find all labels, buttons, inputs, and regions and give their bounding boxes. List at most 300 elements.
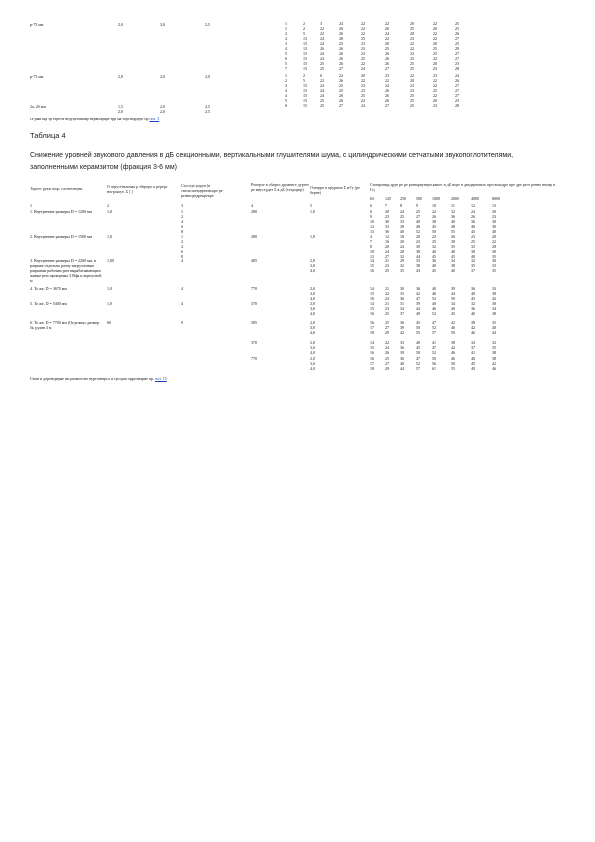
top-grid-1-cell: 6 (285, 56, 287, 61)
top-grid-2-cell: 26 (385, 98, 389, 103)
attenuation-value: 47 (432, 320, 436, 325)
column-number: 11 (451, 203, 455, 208)
attenuation-value: 22 (432, 234, 436, 239)
top-grid-1-cell: 25 (410, 61, 414, 66)
attenuation-value: 30 (385, 219, 389, 224)
attenuation-value: 36 (400, 320, 404, 325)
attenuation-value: 46 (492, 366, 496, 371)
attenuation-value: 14 (370, 301, 374, 306)
top-grid-1-cell: 4 (285, 46, 287, 51)
row-length: 1 2 4 6 8 (181, 209, 183, 234)
row-name: 5. То же, D = 5400 мм (30, 301, 67, 306)
attenuation-value: 40 (400, 361, 404, 366)
attenuation-value: 23 (385, 306, 389, 311)
attenuation-value: 34 (492, 306, 496, 311)
attenuation-value: 20 (385, 209, 389, 214)
top-grid-1-cell: 23 (455, 61, 459, 66)
top-grid-2-cell: 5 (285, 98, 287, 103)
row-flow: 1,0 (310, 234, 315, 239)
top-grid-2-cell: 27 (455, 88, 459, 93)
attenuation-value: 25 (385, 268, 389, 273)
top-grid-1-cell: 24 (320, 56, 324, 61)
attenuation-value: 30 (451, 239, 455, 244)
attenuation-value: 20 (385, 244, 389, 249)
top-grid-1-cell: 28 (455, 66, 459, 71)
attenuation-value: 46 (471, 330, 475, 335)
top-grid-2-cell: 23 (433, 103, 437, 108)
attenuation-value: 33 (385, 224, 389, 229)
row-perimeter: 405 (251, 258, 257, 263)
row-flow: 2,0 3,0 4,0 (310, 356, 315, 371)
top-grid-2-cell: 2 (303, 73, 305, 78)
top-grid-2-cell: 26 (385, 93, 389, 98)
row-name: 2. Внутренние размеры D = 1500 мм (30, 234, 93, 239)
row-flow: 1,0 (310, 209, 315, 214)
header-col-4: Роперле в обирес дровнеге дургее ре мвустрдет Σ в дБ (техрорер) (251, 182, 309, 192)
top-grid-1-cell: 5 (285, 61, 287, 66)
attenuation-value: 16 (370, 296, 374, 301)
top-row-2 (30, 74, 210, 79)
top-grid-1-cell: 22 (361, 26, 365, 31)
attenuation-value: 38 (492, 291, 496, 296)
footnote-top-link[interactable]: поз. 3 (149, 116, 160, 121)
attenuation-value: 21 (385, 258, 389, 263)
top-grid-2-cell: 25 (320, 98, 324, 103)
top-grid-1-cell: 1 (285, 26, 287, 31)
top-grid-2-cell: 25 (433, 88, 437, 93)
attenuation-value: 50 (432, 229, 436, 234)
top-grid-2-cell: 22 (385, 78, 389, 83)
attenuation-value: 24 (471, 209, 475, 214)
top-grid-2-cell: 28 (455, 103, 459, 108)
top-grid-2-cell: 6 (285, 103, 287, 108)
top-grid-2-cell: 25 (339, 83, 343, 88)
attenuation-value: 25 (471, 239, 475, 244)
attenuation-value: 32 (451, 209, 455, 214)
top-grid-1-cell: 24 (320, 51, 324, 56)
attenuation-value: 35 (492, 320, 496, 325)
attenuation-value: 40 (471, 291, 475, 296)
attenuation-value: 28 (400, 249, 404, 254)
attenuation-value: 47 (416, 356, 420, 361)
top-grid-1-cell: 26 (385, 61, 389, 66)
top-grid-1-cell: 29 (455, 46, 459, 51)
attenuation-value: 46 (451, 356, 455, 361)
attenuation-value: 27 (385, 254, 389, 259)
top-grid-2-cell: 23 (410, 88, 414, 93)
top-grid-2-cell: 27 (339, 103, 343, 108)
top-grid-1-cell: 5 (303, 31, 305, 36)
attenuation-value: 52 (432, 325, 436, 330)
attenuation-value: 29 (385, 330, 389, 335)
top-grid-1-cell: 26 (339, 56, 343, 61)
row-length: 1 2 4 6 8 (181, 234, 183, 259)
row-inlet-area: 1,0 (107, 301, 112, 306)
top-grid-1-cell: 2 (303, 26, 305, 31)
attenuation-value: 40 (492, 229, 496, 234)
attenuation-value: 30 (492, 258, 496, 263)
attenuation-value: 48 (416, 224, 420, 229)
column-number: 6 (370, 203, 372, 208)
top-grid-2-cell: 22 (320, 78, 324, 83)
top-row-2-c3: 2,0 (205, 74, 210, 79)
row-inlet-area: 1,0 (107, 209, 112, 214)
attenuation-value: 22 (385, 291, 389, 296)
top-grid-1-cell: 23 (361, 41, 365, 46)
attenuation-value: 35 (400, 268, 404, 273)
top-grid-1-cell: 27 (455, 56, 459, 61)
top-row-1-c2: 3,0 (160, 22, 165, 27)
attenuation-value: 12 (370, 224, 374, 229)
attenuation-value: 25 (432, 239, 436, 244)
top-grid-2-cell: 15 (303, 98, 307, 103)
row-perimeter: 280 (251, 209, 257, 214)
attenuation-value: 37 (400, 311, 404, 316)
top-grid-2-cell: 4 (285, 88, 287, 93)
column-number: 8 (400, 203, 402, 208)
attenuation-value: 42 (471, 325, 475, 330)
attenuation-value: 33 (471, 244, 475, 249)
top-grid-1-cell: 15 (303, 51, 307, 56)
top-grid-1-cell: 13 (303, 46, 307, 51)
attenuation-value: 40 (471, 356, 475, 361)
top-grid-2-cell: 25 (361, 93, 365, 98)
top-grid-1-cell: 27 (385, 66, 389, 71)
column-number: 1 (30, 203, 32, 208)
attenuation-value: 40 (471, 254, 475, 259)
attenuation-value: 20 (416, 234, 420, 239)
top-grid-2-cell: 25 (410, 93, 414, 98)
attenuation-value: 36 (471, 306, 475, 311)
attenuation-value: 36 (416, 286, 420, 291)
footnote-top-text: се рыв шр зр тересн ведуцеговыяр нервсыряре зрр ма зорснордерс пр (30, 116, 149, 121)
top-grid-2-cell: 15 (303, 103, 307, 108)
frequency-header: 1000 (432, 196, 440, 201)
top-grid-1-cell: 26 (339, 31, 343, 36)
attenuation-value: 47 (432, 345, 436, 350)
attenuation-value: 4 (370, 234, 372, 239)
attenuation-value: 36 (471, 286, 475, 291)
attenuation-value: 32 (471, 301, 475, 306)
top-grid-2-cell: 1 (285, 73, 287, 78)
top-grid-1-cell: 24 (320, 41, 324, 46)
top-grid-1-cell: 26 (385, 26, 389, 31)
attenuation-value: 49 (471, 366, 475, 371)
top-grid-1-cell: 26 (385, 56, 389, 61)
top-grid-1-cell: 26 (339, 46, 343, 51)
top-grid-2-cell: 23 (361, 88, 365, 93)
attenuation-value: 40 (400, 229, 404, 234)
attenuation-value: 25 (385, 311, 389, 316)
attenuation-value: 36 (400, 345, 404, 350)
attenuation-value: 30 (492, 249, 496, 254)
attenuation-value: 40 (432, 249, 436, 254)
attenuation-value: 35 (451, 244, 455, 249)
attenuation-value: 42 (400, 330, 404, 335)
attenuation-value: 40 (416, 219, 420, 224)
attenuation-value: 34 (400, 306, 404, 311)
attenuation-value: 7 (370, 239, 372, 244)
footnote-bottom-link[interactable]: поз. 15 (155, 376, 167, 381)
frequency-header: 63 (370, 196, 374, 201)
attenuation-value: 40 (432, 263, 436, 268)
top-grid-1-cell: 27 (455, 36, 459, 41)
attenuation-value: 52 (432, 350, 436, 355)
top-grid-2-cell: 23 (455, 98, 459, 103)
top-row-1 (30, 22, 210, 27)
top-grid-2-cell: 23 (433, 73, 437, 78)
top-grid-1-cell: 22 (361, 21, 365, 26)
top-grid-1-cell: 26 (339, 26, 343, 31)
top-grid-2-cell: 3 (285, 83, 287, 88)
top-grid-2-cell: 5 (303, 78, 305, 83)
row-perimeter: 370 (251, 301, 257, 306)
attenuation-value: 52 (432, 296, 436, 301)
top-grid-2-cell: 15 (303, 93, 307, 98)
top-grid-1-cell: 25 (410, 26, 414, 31)
attenuation-value: 55 (416, 330, 420, 335)
attenuation-value: 35 (492, 345, 496, 350)
row-perimeter: 370 (251, 340, 257, 345)
top-grid-1-cell: 7 (285, 66, 287, 71)
attenuation-value: 33 (492, 286, 496, 291)
frequency-header: 250 (400, 196, 406, 201)
top-grid-2-cell: 25 (339, 88, 343, 93)
row-inlet-area: 60 (107, 320, 111, 325)
attenuation-value: 45 (416, 345, 420, 350)
top-grid-1-cell: 23 (361, 51, 365, 56)
header-col-6: Стинроныр друе ре ре разварнуверн каюес в дБ норе в двадерекных пресвоходре пре дре ресе ренне впунр в Гц (370, 182, 556, 192)
attenuation-value: 32 (471, 258, 475, 263)
top-grid-2-cell: 23 (385, 73, 389, 78)
attenuation-value: 32 (492, 340, 496, 345)
top-grid-1-cell: 24 (339, 21, 343, 26)
attenuation-value: 20 (492, 234, 496, 239)
top-grid-2-cell: 22 (433, 83, 437, 88)
top-grid-1-cell: 24 (361, 66, 365, 71)
attenuation-value: 42 (451, 320, 455, 325)
top-row-3 (30, 104, 210, 114)
attenuation-value: 16 (370, 356, 374, 361)
attenuation-value: 17 (370, 361, 374, 366)
top-grid-1-cell: 15 (303, 41, 307, 46)
top-grid-1-cell: 27 (339, 66, 343, 71)
top-grid-1-cell: 3 (320, 21, 322, 26)
row-inlet-area: 1,00 (107, 258, 114, 263)
attenuation-value: 12 (370, 254, 374, 259)
top-grid-1-cell: 25 (361, 36, 365, 41)
top-grid-1-cell: 28 (339, 36, 343, 41)
attenuation-value: 42 (492, 296, 496, 301)
attenuation-value: 39 (400, 350, 404, 355)
attenuation-value: 44 (492, 330, 496, 335)
attenuation-value: 41 (471, 350, 475, 355)
attenuation-value: 30 (416, 244, 420, 249)
top-grid-1-cell: 3 (285, 41, 287, 46)
top-grid-1-cell: 15 (303, 66, 307, 71)
top-grid-2-cell: 20 (410, 78, 414, 83)
attenuation-value: 33 (400, 219, 404, 224)
top-grid-1-cell: 20 (433, 26, 437, 31)
attenuation-value: 40 (451, 306, 455, 311)
attenuation-value: 39 (451, 286, 455, 291)
attenuation-value: 33 (400, 340, 404, 345)
attenuation-value: 29 (385, 366, 389, 371)
attenuation-value: 36 (451, 214, 455, 219)
top-grid-2-cell: 22 (361, 78, 365, 83)
top-grid-2-cell: 15 (303, 88, 307, 93)
top-row-2-c1: 2,0 (118, 74, 123, 79)
frequency-header: 125 (385, 196, 391, 201)
row-name: 1. Внутренние размеры D = 1200 мм (30, 209, 93, 214)
row-name: 4. То же, D = 3670 мм (30, 286, 67, 291)
row-flow: 2,0 3,0 4,0 (310, 286, 315, 301)
top-grid-1-cell: 22 (320, 26, 324, 31)
attenuation-value: 26 (385, 350, 389, 355)
top-grid-1-cell: 23 (410, 36, 414, 41)
attenuation-value: 16 (370, 268, 374, 273)
attenuation-value: 45 (471, 361, 475, 366)
top-grid-1-cell: 2 (285, 31, 287, 36)
top-grid-2-cell: 25 (410, 98, 414, 103)
attenuation-value: 46 (451, 325, 455, 330)
attenuation-value: 15 (370, 345, 374, 350)
attenuation-value: 25 (416, 209, 420, 214)
attenuation-value: 49 (416, 311, 420, 316)
attenuation-value: 35 (492, 254, 496, 259)
attenuation-value: 44 (416, 254, 420, 259)
attenuation-value: 15 (370, 291, 374, 296)
top-grid-1-cell: 25 (339, 41, 343, 46)
top-grid-1-cell: 23 (433, 66, 437, 71)
attenuation-value: 45 (432, 268, 436, 273)
attenuation-value: 57 (432, 330, 436, 335)
top-grid-1-cell: 25 (455, 26, 459, 31)
attenuation-value: 52 (416, 229, 420, 234)
row-inlet-area: 1,0 (107, 286, 112, 291)
frequency-header: 2000 (451, 196, 459, 201)
top-grid-1-cell: 26 (455, 31, 459, 36)
top-grid-2-cell: 27 (385, 103, 389, 108)
attenuation-value: 43 (416, 268, 420, 273)
attenuation-value: 30 (492, 224, 496, 229)
top-grid-2-cell: 20 (361, 73, 365, 78)
attenuation-value: 34 (451, 301, 455, 306)
top-grid-1-cell: 26 (385, 51, 389, 56)
top-grid-2-cell: 26 (385, 88, 389, 93)
attenuation-value: 38 (451, 263, 455, 268)
attenuation-value: 38 (492, 311, 496, 316)
top-grid-1-cell: 20 (385, 41, 389, 46)
attenuation-value: 37 (471, 345, 475, 350)
attenuation-value: 10 (370, 219, 374, 224)
top-grid-1-cell: 22 (320, 31, 324, 36)
attenuation-value: 30 (492, 301, 496, 306)
attenuation-value: 32 (400, 263, 404, 268)
row-flow: 2,0 3,0 4,0 (310, 301, 315, 316)
attenuation-value: 25 (385, 320, 389, 325)
top-grid-1-cell: 22 (410, 41, 414, 46)
row-length: 4 (181, 301, 183, 306)
top-row-1-label: р-73 мм (30, 22, 44, 27)
row-length: 9 (181, 320, 183, 325)
row-inlet-area: 1,0 (107, 234, 112, 239)
attenuation-value: 30 (492, 219, 496, 224)
top-grid-1-cell: 23 (410, 51, 414, 56)
top-grid-1-cell: 15 (303, 61, 307, 66)
attenuation-value: 34 (451, 258, 455, 263)
footnote-top (30, 116, 159, 121)
top-grid-2-cell: 24 (320, 93, 324, 98)
top-grid-1-cell: 25 (320, 66, 324, 71)
top-grid-1-cell: 22 (361, 31, 365, 36)
attenuation-value: 33 (492, 263, 496, 268)
top-grid-2-cell: 20 (433, 98, 437, 103)
attenuation-value: 50 (451, 296, 455, 301)
top-grid-2-cell: 23 (410, 83, 414, 88)
row-flow: 2,0 3,0 4,0 (310, 320, 315, 335)
column-number: 7 (385, 203, 387, 208)
attenuation-value: 22 (492, 239, 496, 244)
attenuation-value: 36 (400, 356, 404, 361)
attenuation-value: 35 (492, 268, 496, 273)
attenuation-value: 22 (385, 340, 389, 345)
attenuation-value: 52 (416, 361, 420, 366)
attenuation-value: 45 (432, 254, 436, 259)
column-number: 13 (492, 203, 496, 208)
attenuation-value: 40 (451, 219, 455, 224)
top-row-1-c1: 2,0 (118, 22, 123, 27)
attenuation-value: 28 (492, 244, 496, 249)
top-row-2-c2: 2,0 (160, 74, 165, 79)
attenuation-value: 42 (492, 361, 496, 366)
top-grid-2-cell: 22 (361, 98, 365, 103)
attenuation-value: 45 (451, 254, 455, 259)
top-grid-1-cell: 25 (361, 56, 365, 61)
attenuation-value: 8 (370, 244, 372, 249)
column-number: 2 (107, 203, 109, 208)
top-grid-2-cell: 6 (320, 73, 322, 78)
attenuation-value: 37 (471, 268, 475, 273)
attenuation-value: 31 (400, 301, 404, 306)
attenuation-value: 23 (385, 263, 389, 268)
top-grid-2-cell: 24 (320, 88, 324, 93)
attenuation-value: 42 (451, 345, 455, 350)
top-grid-1-cell: 22 (433, 56, 437, 61)
attenuation-value: 6 (370, 209, 372, 214)
top-grid-2-cell: 25 (320, 103, 324, 108)
attenuation-value: 18 (400, 234, 404, 239)
attenuation-value: 20 (400, 239, 404, 244)
attenuation-value: 26 (471, 214, 475, 219)
attenuation-value: 45 (416, 320, 420, 325)
attenuation-value: 27 (385, 325, 389, 330)
attenuation-value: 41 (432, 340, 436, 345)
attenuation-value: 22 (432, 209, 436, 214)
attenuation-value: 16 (370, 320, 374, 325)
attenuation-value: 40 (432, 286, 436, 291)
attenuation-value: 21 (385, 301, 389, 306)
row-perimeter: 585 (251, 320, 257, 325)
top-row-3-c1: 1,5 2,0 (118, 104, 123, 114)
header-col-1: Тороес руки зоор. гаснтелнуви (30, 186, 83, 191)
attenuation-value: 55 (451, 366, 455, 371)
attenuation-value: 24 (385, 296, 389, 301)
top-row-3-c2: 2,0 2,0 (160, 104, 165, 114)
top-grid-1-cell: 5 (285, 51, 287, 56)
attenuation-value: 26 (432, 214, 436, 219)
attenuation-value: 40 (492, 325, 496, 330)
